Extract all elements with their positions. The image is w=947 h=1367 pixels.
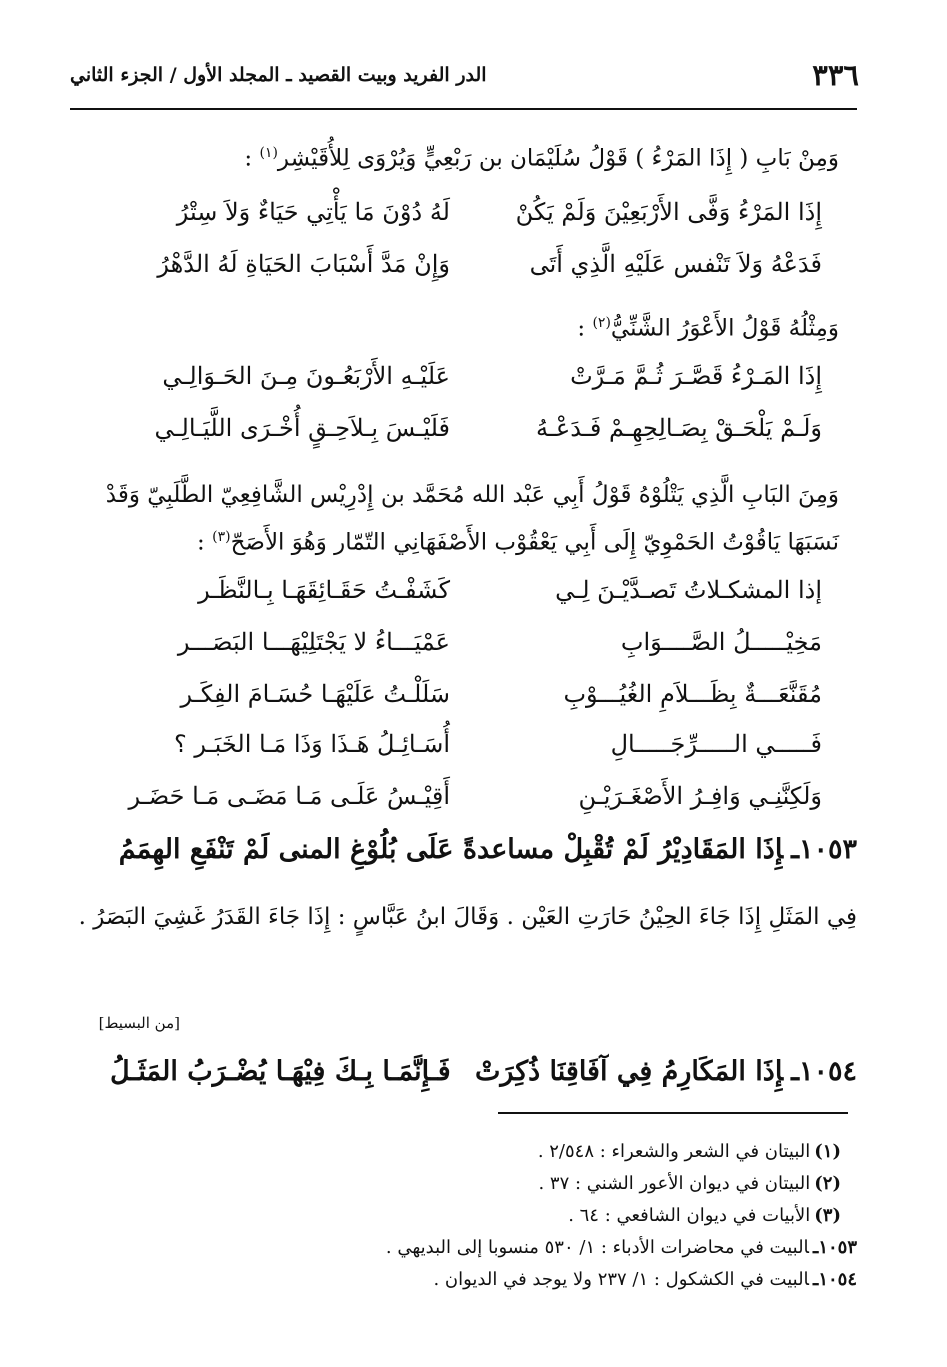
footnotes — [90, 1136, 857, 1296]
verse-sadr: فَـــــي الـــــرِّجَـــــالِ — [610, 730, 822, 758]
intro-colon: : — [577, 315, 593, 342]
footnote-text: البيت في محاضرات الأدباء : ١/ ٥٣٠ منسوبا إلى البديهي . — [385, 1237, 810, 1258]
footnote-marker: ١٠٥٣ـ — [813, 1237, 857, 1258]
verse-sadr: إذا المشكـلاتُ تَصـدَّيْـنَ لِـي — [555, 576, 822, 604]
verse-sadr: وَلَـمْ يَلْحَـقْ بِصَـالِحِهِـمْ فَـدَعْـهُ — [536, 414, 822, 442]
header-rule — [70, 108, 857, 110]
running-title: الدر الفريد وبيت القصيد ـ المجلد الأول / الجزء الثاني — [70, 64, 487, 86]
intro-paragraph — [70, 474, 839, 564]
verse-sadr: وَلَكِنَّنِـي وَافِـرُ الأَصْغَـرَيْـنِ — [578, 782, 822, 810]
footnote — [90, 1264, 857, 1296]
footnote-text: البيت في الكشكول : ١/ ٢٣٧ ولا يوجد في الديوان . — [433, 1269, 810, 1290]
verse-sadr: مَخِيْـــــلُ الصَّــــوَابِ — [620, 628, 822, 656]
footnote-marker: (١) — [814, 1141, 841, 1162]
verse-ajuz: فَلَيْـسَ بِـلاَحِـقٍ أُخْـرَى اللَّيَـالِـي — [154, 414, 450, 442]
entry-verse: إِذَا المَقَادِيْرُ لَمْ تُقْبِلْ مساعدةً عَلَى بُلُوْغِ المنى لَمْ تَنْفَعِ الهِمَمُ — [118, 834, 784, 865]
footnote-ref: (٢) — [592, 315, 611, 331]
intro-colon: : — [244, 145, 260, 172]
entry-verse-ajuz: فَـإِنَّمَـا بِـكَ فِيْهَـا يُضْـرَبُ المَثَـلُ — [110, 1056, 451, 1087]
footnote-marker: (٣) — [814, 1205, 841, 1226]
verse-sadr: إِذَا المَرْءُ وَفَّى الأَرْبَعِيْنَ وَلَمْ يَكُنْ — [515, 198, 822, 226]
footnote-ref: (٣) — [212, 529, 231, 545]
footnote-marker: (٢) — [814, 1173, 841, 1194]
verse-sadr: فَدَعْهُ وَلاَ تَنْفس عَلَيْهِ الَّذِي أَتَى — [529, 250, 822, 278]
footnote-ref: (١) — [259, 145, 278, 161]
footnote — [90, 1200, 857, 1232]
intro-text: وَمِنَ البَابِ الَّذِي يَتْلُوْهُ قَوْلُ أَبِي عَبْد الله مُحَمَّد بن إِدْرِيْس الشَّافِعِيّ الطَّلَبِيّ وَقَدْ نَسَبَهَا يَاقُوْتُ الحَمْوِيّ إِلَى أَبِي يَعْقُوْب الأَصْفَهَانِي التّمّار وَهُوَ الأَصَحّ — [105, 482, 839, 556]
footnote — [90, 1136, 857, 1168]
intro-paragraph — [90, 302, 839, 350]
verse-ajuz: عَمْيَـــاءُ لا يَجْتَلِيْهَـــا البَصَـــر — [177, 628, 450, 656]
entry-1053 — [90, 834, 857, 886]
verse-line — [100, 782, 822, 832]
verse-ajuz: لَهُ دُوْنَ مَا يَأْتِي حَيَاءٌ وَلاَ سِتْرُ — [176, 198, 450, 226]
meter-label: [من البسيط] — [98, 1014, 180, 1032]
verse-line — [100, 414, 822, 464]
footnote-rule — [498, 1112, 848, 1114]
verse-line — [100, 628, 822, 678]
verse-line — [100, 362, 822, 412]
entry-sadr-text: إِذَا المَكَارِمُ فِي آفَاقِنَا ذُكِرَتْ — [474, 1056, 784, 1087]
verse-sadr: مُقَنَّعَـــةٌ بِظَـــلاَمِ الغُيُـــوْبِ — [563, 680, 822, 708]
verse-ajuz: عَلَيْـهِ الأَرْبَعُـونَ مِـنَ الحَـوَالِـي — [162, 362, 450, 390]
verse-line — [100, 730, 822, 780]
verse-ajuz: كَشَفْـتُ حَقَـائِقَهَـا بِـالنَّظَـر — [198, 576, 450, 604]
entry-verse-sadr — [475, 1056, 857, 1087]
entry-number: ١٠٥٣ـ — [791, 834, 857, 865]
intro-colon: : — [197, 529, 213, 556]
verse-ajuz: أَقِيْـسُ عَلَـى مَـا مَضَـى مَـا حَضَـر — [128, 782, 450, 810]
page-number: ٣٣٦ — [812, 58, 859, 92]
footnote — [90, 1168, 857, 1200]
entry-1054 — [90, 1056, 857, 1108]
verse-sadr: إِذَا المَـرْءُ قَصَّـرَ ثُـمَّ مَـرَّتْ — [570, 362, 822, 390]
entry-number: ١٠٥٤ـ — [791, 1056, 857, 1087]
verse-ajuz: وَإِنْ مَدَّ أَسْبَابَ الحَيَاةِ لَهُ الدَّهْرُ — [157, 250, 450, 278]
verse-line — [100, 680, 822, 730]
footnote-text: البيتان في ديوان الأعور الشني : ٣٧ . — [538, 1173, 811, 1194]
footnote — [90, 1232, 857, 1264]
verse-ajuz: أُسَـائِـلُ هَـذَا وَذَا مَـا الخَبَـر ؟ — [174, 730, 450, 758]
page-header — [70, 58, 859, 102]
verse-line — [100, 576, 822, 626]
intro-text: وَمِنْ بَابِ ( إِذَا المَرْءُ ) قَوْلُ سُلَيْمَان بن رَبْعِيٍّ وَيُرْوَى لِلأُقَيْشِر — [277, 145, 839, 172]
intro-text: وَمِثْلُهُ قَوْلُ الأَعْوَرُ الشَّنِّيُّ — [610, 315, 839, 342]
verse-ajuz: سَلَلْـتُ عَلَيْهَـا حُسَـامَ الفِكَـر — [180, 680, 450, 708]
intro-paragraph — [90, 132, 839, 180]
footnote-marker: ١٠٥٤ـ — [813, 1269, 857, 1290]
footnote-text: البيتان في الشعر والشعراء : ٢/٥٤٨ . — [537, 1141, 811, 1162]
verse-line — [100, 198, 822, 248]
commentary-paragraph: فِي المَثَلِ إِذَا جَاءَ الحِيْنُ حَارَتِ العَيْن . وَقَالَ ابنُ عَبَّاسٍ : إِذَا جَاءَ القَدَرُ غَشِيَ البَصَرُ . — [78, 904, 857, 930]
footnote-text: الأبيات في ديوان الشافعي : ٦٤ . — [568, 1205, 811, 1226]
verse-line — [100, 250, 822, 300]
